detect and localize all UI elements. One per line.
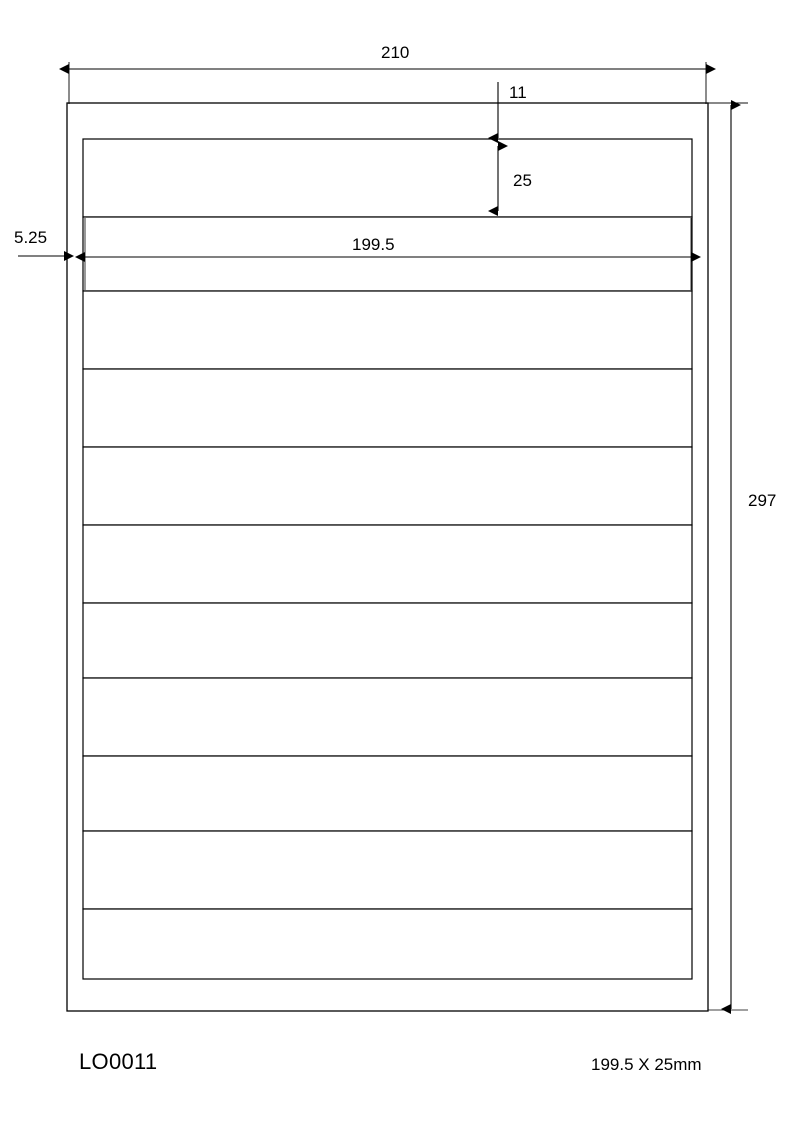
- dimension-page-height: [708, 103, 748, 1010]
- label-row: [83, 603, 692, 678]
- label-row: [83, 291, 692, 369]
- label-rows: [83, 139, 692, 979]
- label-row: [83, 139, 692, 217]
- label-row: [83, 678, 692, 756]
- dimension-label-left-margin: 5.25: [14, 228, 48, 247]
- label-row: [83, 831, 692, 909]
- dimension-label-page-height: 297: [748, 491, 777, 510]
- dimension-label-label-width: 199.5: [352, 235, 395, 254]
- label-row: [83, 447, 692, 525]
- dimension-page-width: [69, 62, 706, 104]
- label-row: [83, 756, 692, 831]
- product-code: LO0011: [79, 1049, 158, 1074]
- label-row: [83, 909, 692, 979]
- label-size-caption: 199.5 X 25mm: [591, 1055, 702, 1074]
- dimension-label-label-height: 25: [513, 171, 532, 190]
- dimension-label-top-margin: 11: [509, 83, 527, 102]
- label-row: [83, 217, 692, 291]
- label-row: [83, 369, 692, 447]
- dimension-label-page-width: 210: [381, 43, 410, 62]
- label-row: [83, 525, 692, 603]
